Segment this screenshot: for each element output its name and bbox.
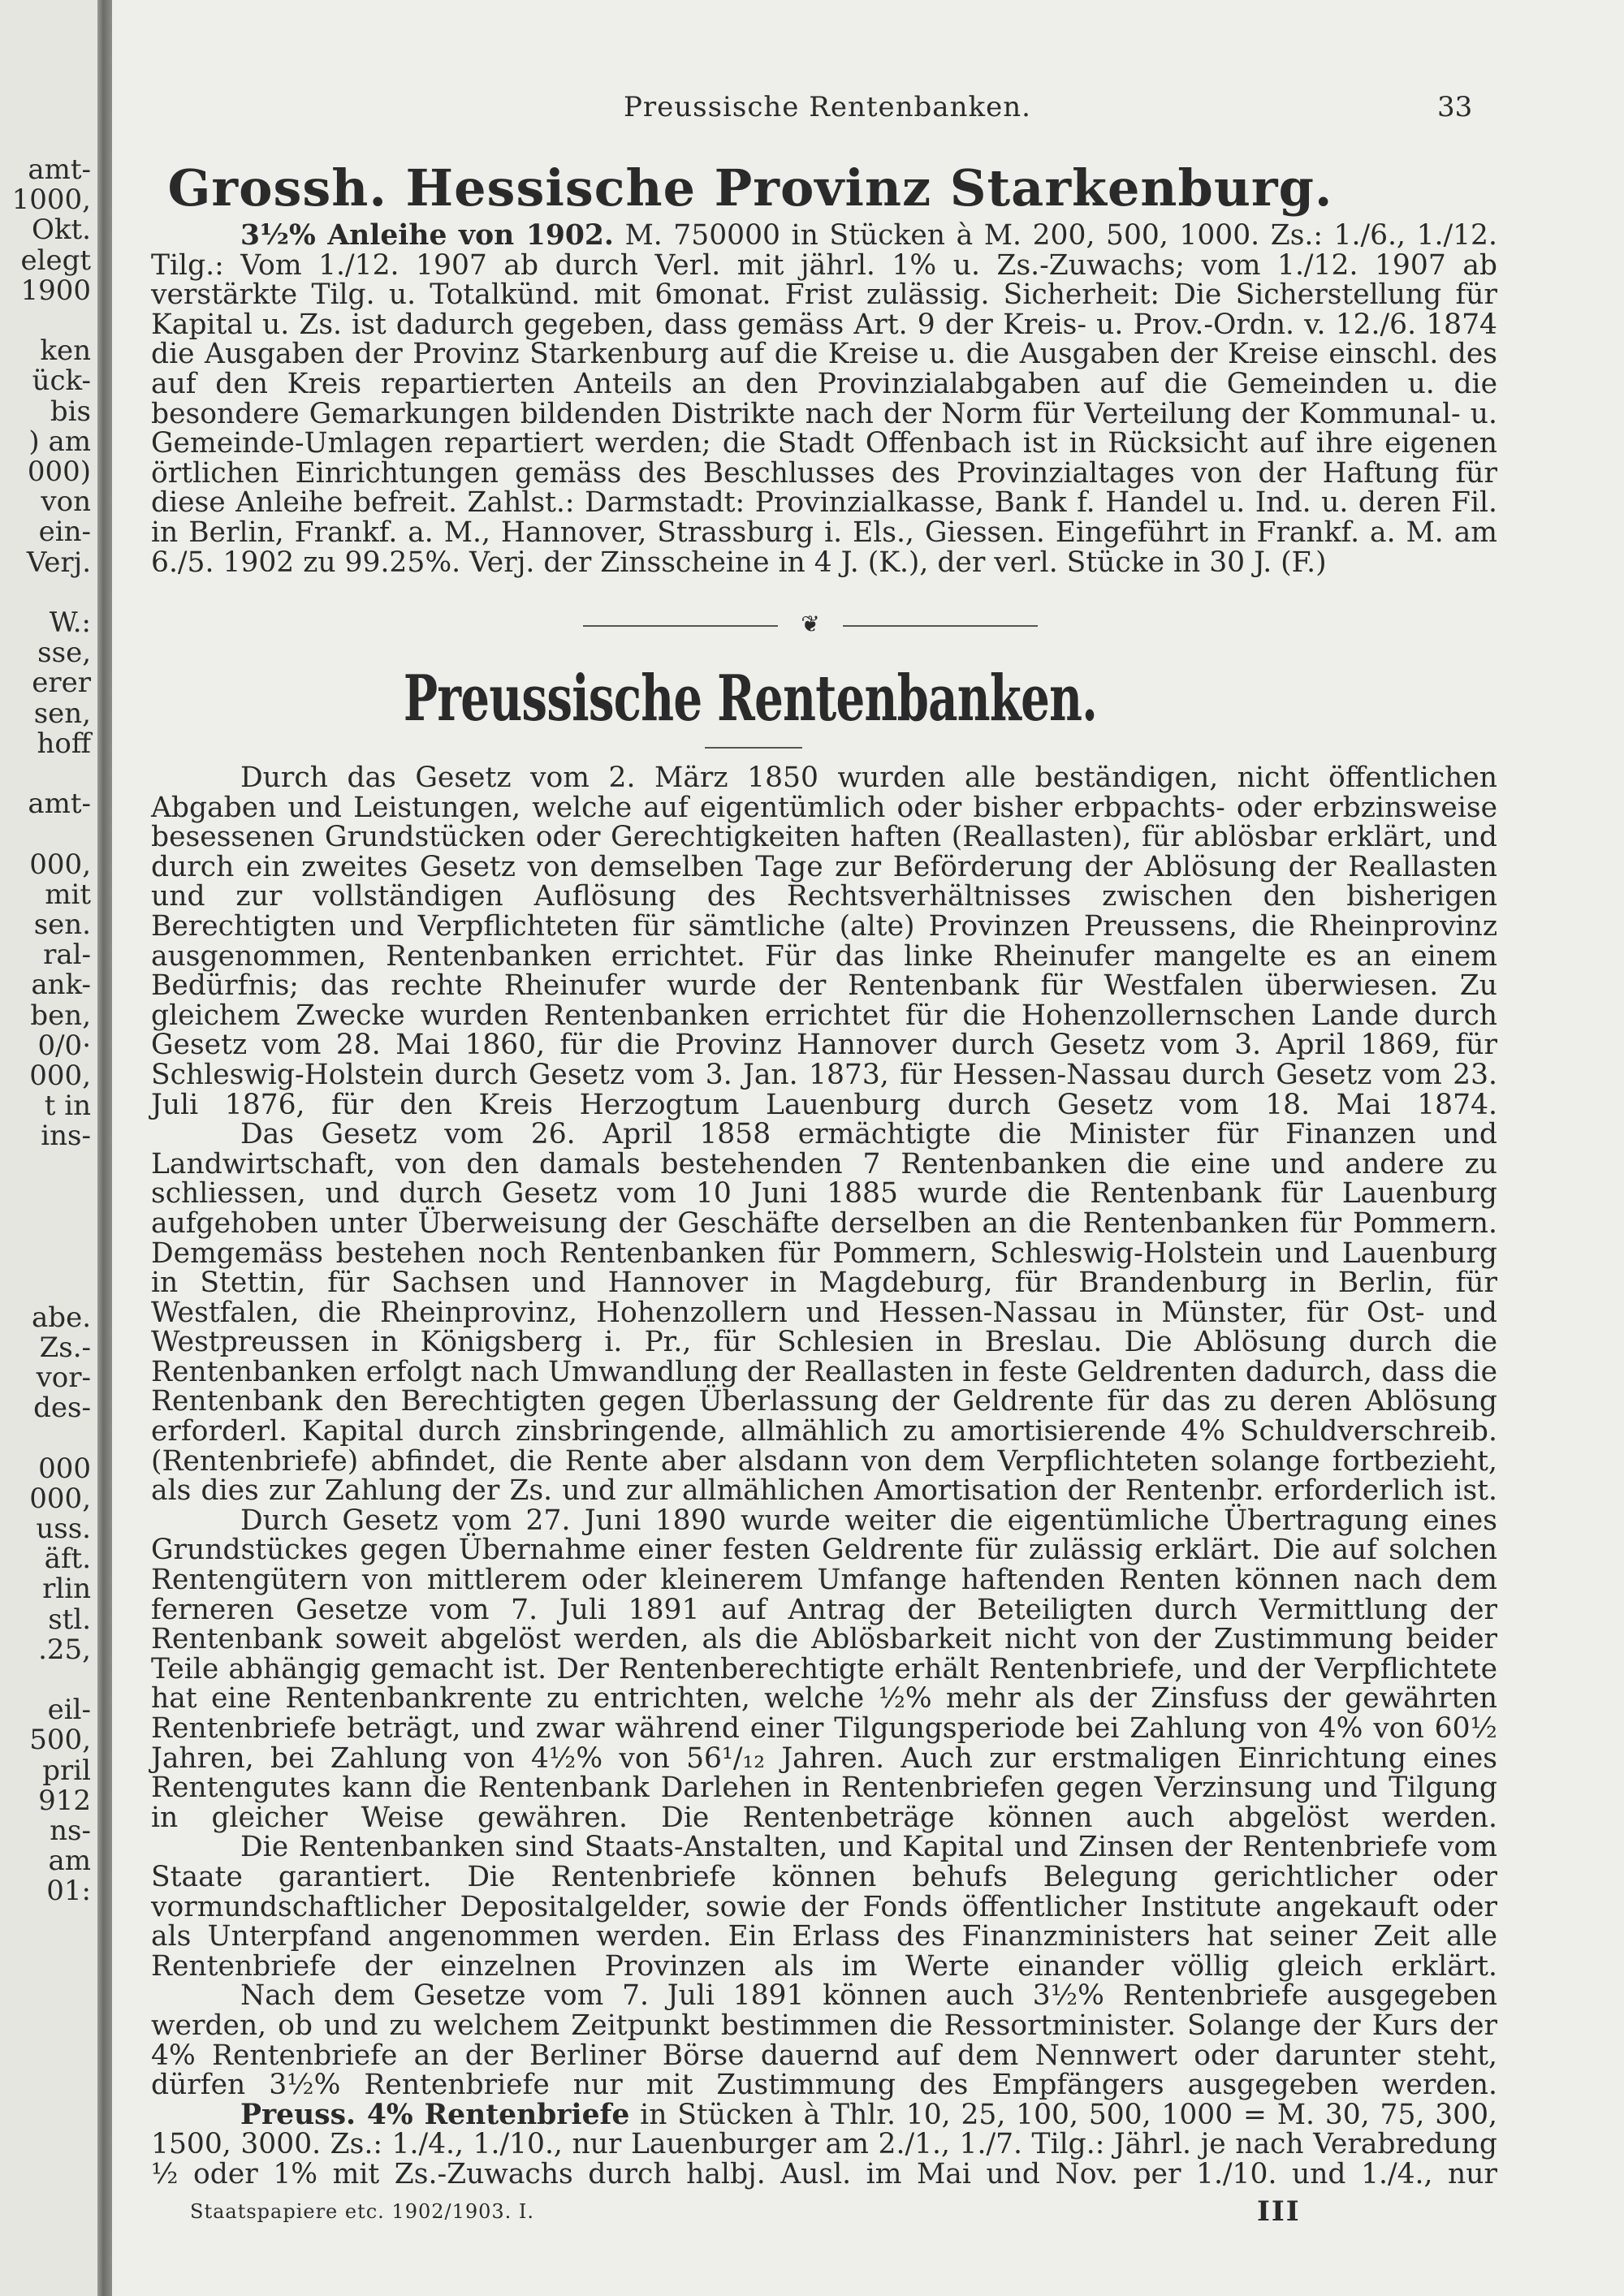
margin-fragment: ein- [38, 516, 91, 549]
page-number: 33 [1437, 91, 1473, 123]
margin-fragment: sse, [37, 637, 91, 670]
margin-fragment: sen, [33, 697, 91, 730]
margin-fragment: bis [50, 395, 91, 428]
margin-fragment: ral- [43, 939, 91, 972]
margin-fragment: 1900 [20, 274, 91, 307]
margin-fragment: des- [33, 1392, 91, 1425]
margin-fragment: 000, [29, 848, 91, 881]
margin-fragment: ück- [32, 365, 91, 398]
page [112, 0, 1624, 2296]
margin-fragment: sen. [33, 908, 91, 941]
margin-fragment: 0/0· [37, 1029, 91, 1062]
paragraph-4: Die Rentenbanken sind Staats-Anstalten, und Kapital und Zinsen der Rentenbriefe vom Staate garantiert. Die Rentenbriefe können behufs Belegung gerichtlicher oder vormundschaftlicher Depositalgelder, sowie der Fonds öffentlicher Institute angekauft oder als Unterpfand angenommen werden. Ein Erlass des Finanzministers hat seiner Zeit alle Rentenbriefe der einzelnen Provinzen als im Werte einander völlig gleich erklärt. [151, 1831, 1497, 1983]
margin-fragment: 000) [27, 455, 91, 488]
margin-fragment: ) am [28, 425, 91, 458]
margin-fragment: 500, [29, 1724, 91, 1757]
divider-ornament: ❦ [778, 611, 843, 638]
margin-fragment: Verj. [26, 546, 91, 579]
rentenbriefe-details: in Stücken à Thlr. 10, 25, 100, 500, 1000 = M. 30, 75, 300, 1500, 3000. Zs.: 1./4., 1./10., nur Lauenburger am 2./1., 1./7. Tilg.: Jährl. je nach Verabredung ½ oder 1% mit Zs.-Zuwachs durch halbj. Ausl. im Mai und Nov. per 1./10. und 1./4., nur [151, 2098, 1498, 2190]
rentenbriefe-title: Preuss. 4% Rentenbriefe [240, 2098, 630, 2131]
adjacent-page-margin [0, 0, 97, 2296]
footer-sheet-mark: III [1257, 2195, 1301, 2228]
margin-fragment: hoff [37, 727, 91, 760]
section-title: Grossh. Hessische Provinz Starkenburg. [167, 158, 1333, 218]
margin-fragment: Zs.- [39, 1331, 91, 1364]
margin-fragment: rlin [42, 1573, 91, 1606]
body-text [151, 763, 1497, 2190]
paragraph-3: Durch Gesetz vom 27. Juni 1890 wurde weiter die eigentümliche Übertragung eines Grundstückes gegen Übernahme einer festen Geldrente für zulässig erklärt. Die auf solchen Rentengütern von mittlerem oder kleinerem Umfange haftenden Renten können nach dem ferneren Gesetze vom 7. Juli 1891 auf Antrag der Beteiligten durch Vermittlung der Rentenbank soweit abgelöst werden, als die Ablösbarkeit nicht von der Zustimmung beider Teile abhängig gemacht ist. Der Rentenberechtigte erhält Rentenbriefe, und der Verpflichtete hat eine Rentenbankrente zu entrichten, welche ½% mehr als der Zinsfuss der gewährten Rentenbriefe beträgt, und zwar während einer Tilgungsperiode bei Zahlung von 4% von 60½ Jahren, bei Zahlung von 4½% von 56¹/₁₂ Jahren. Auch zur erstmaligen Einrichtung eines Rentengutes kann die Rentenbank Darlehen in Rentenbriefen gegen Verzinsung und Tilgung in gleicher Weise gewähren. Die Rentenbeträge können auch abgelöst werden. [151, 1504, 1497, 1834]
margin-fragment: ins- [41, 1120, 91, 1153]
margin-fragment: uss. [36, 1513, 91, 1545]
margin-fragment: Okt. [32, 214, 91, 247]
margin-fragment: stl. [48, 1603, 91, 1636]
paragraph-1: Durch das Gesetz vom 2. März 1850 wurden alle beständigen, nicht öffentlichen Abgaben und Leistungen, welche auf eigentümlich oder bisher erbpachts- oder erbzinsweise besessenen Grundstücken oder Gerechtigkeiten haften (Reallasten), für ablösbar erklärt, und durch ein zweites Gesetz von demselben Tage zur Beförderung der Ablösung der Reallasten und zur vollständigen Auflösung des Rechtsverhältnisses zwischen den bisherigen Berechtigten und Verpflichteten für sämtliche (alte) Provinzen Preussens, die Rheinprovinz ausgenommen, Rentenbanken errichtet. Für das linke Rheinufer mangelte es an einem Bedürfnis; das rechte Rheinufer wurde der Rentenbank für Westfalen überwiesen. Zu gleichem Zwecke wurden Rentenbanken errichtet für die Hohenzollernschen Lande durch Gesetz vom 28. Mai 1860, für die Provinz Hannover durch Gesetz vom 3. April 1869, für Schleswig-Holstein durch Gesetz vom 3. Jan. 1873, für Hessen-Nassau durch Gesetz vom 23. Juli 1876, für den Kreis Herzogtum Lauenburg durch Gesetz vom 18. Mai 1874. [151, 762, 1497, 1121]
margin-fragment: erer [32, 667, 91, 700]
paragraph-6 [151, 2100, 1497, 2190]
book-gutter [97, 0, 112, 2296]
margin-fragment: 000, [29, 1482, 91, 1515]
margin-fragment: ken [40, 334, 91, 368]
paragraph-5: Nach dem Gesetze vom 7. Juli 1891 können auch 3½% Rentenbriefe ausgegeben werden, ob und zu welchem Zeitpunkt bestimmen die Ressortminister. Solange der Kurs der 4% Rentenbriefe an der Berliner Börse dauernd auf dem Nennwert oder darunter steht, dürfen 3½% Rentenbriefe nur mit Zustimmung des Empfängers ausgegeben werden. [151, 1979, 1497, 2102]
margin-fragment: pril [42, 1754, 91, 1787]
margin-fragment: ben, [30, 999, 91, 1032]
margin-fragment: am [48, 1845, 91, 1878]
margin-fragment: von [41, 486, 91, 519]
margin-fragment: abe. [32, 1301, 91, 1334]
margin-fragment: ank- [31, 969, 91, 1002]
title-rule [705, 747, 802, 749]
paragraph-2: Das Gesetz vom 26. April 1858 ermächtigte die Minister für Finanzen und Landwirtschaft, von den damals bestehenden 7 Rentenbanken die eine und andere zu schliessen, und durch Gesetz vom 10 Juni 1885 wurde die Rentenbank für Lauenburg aufgehoben unter Überweisung der Geschäfte derselben an die Rentenbanken für Pommern. Demgemäss bestehen noch Rentenbanken für Pommern, Schleswig-Holstein und Lauenburg in Stettin, für Sachsen und Hannover in Magdeburg, für Brandenburg in Berlin, für Westfalen, die Rheinprovinz, Hohenzollern und Hessen-Nassau in Münster, für Ost- und Westpreussen in Königsberg i. Pr., für Schlesien in Breslau. Die Ablösung durch die Rentenbanken erfolgt nach Umwandlung der Reallasten in feste Geldrenten dadurch, dass die Rentenbank den Berechtigten gegen Überlassung der Geldrente für das zu deren Ablösung erforderl. Kapital durch zinsbringende, allmählich zu amortisierende 4% Schuldverschreib. (Rentenbriefe) abfindet, die Rente aber alsdann von dem Verpflichteten solange fortbezieht, als dies zur Zahlung der Zs. und zur allmählichen Amortisation der Rentenbr. erforderlich ist. [151, 1118, 1497, 1508]
margin-fragment: 912 [38, 1784, 91, 1817]
footer-signature: Staatspapiere etc. 1902/1903. I. [190, 2200, 535, 2223]
margin-fragment: mit [45, 878, 91, 911]
grossh-entry [151, 221, 1497, 577]
grossh-bond-title: 3½% Anleihe von 1902. [240, 219, 614, 252]
grossh-bond-details: M. 750000 in Stücken à M. 200, 500, 1000. Zs.: 1./6., 1./12. Tilg.: Vom 1./12. 1907 ab durch Verl. mit jährl. 1% u. Zs.-Zuwachs; vom 1./12. 1907 ab verstärkte Tilg. u. Totalkünd. mit 6monat. Frist zulässig. Sicherheit: Die Sicherstellung für Kapital u. Zs. ist dadurch gegeben, dass gemäss Art. 9 der Kreis- u. Prov.-Ordn. v. 12./6. 1874 die Ausgaben der Provinz Starkenburg auf die Kreise u. die Ausgaben der Kreise einschl. des auf den Kreis repartierten Anteils an den Provinzialabgaben auf die Gemeinden u. die besondere Gemarkungen bildenden Distrikte nach der Norm für Verteilung der Kommunal- u. Gemeinde-Umlagen repartiert werden; die Stadt Offenbach ist in Rücksicht auf ihre eigenen örtlichen Einrichtungen gemäss des Beschlusses des Provinzialtages von der Haftung für diese Anleihe befreit. Zahlst.: Darmstadt: Provinzialkasse, Bank f. Handel u. Ind. u. deren Fil. in Berlin, Frankf. a. M., Hannover, Strassburg i. Els., Giessen. Eingeführt in Frankf. a. M. am 6./5. 1902 zu 99.25%. Verj. der Zinsscheine in 4 J. (K.), der verl. Stücke in 30 J. (F.) [151, 219, 1497, 579]
margin-fragment: W.: [49, 606, 91, 639]
margin-fragment: 000 [38, 1452, 91, 1485]
margin-fragment: 1000, [11, 183, 91, 217]
margin-fragment: äft. [44, 1543, 91, 1576]
margin-fragment: .25, [38, 1633, 91, 1666]
margin-fragment: vor- [36, 1362, 91, 1394]
margin-fragment: ns- [50, 1815, 91, 1847]
main-title: Preussische Rentenbanken. [403, 662, 1098, 736]
margin-fragment: 01: [46, 1875, 91, 1908]
margin-fragment: amt- [28, 153, 91, 186]
margin-fragment: 000, [29, 1060, 91, 1092]
margin-fragment: eil- [47, 1694, 91, 1727]
margin-fragment: t in [44, 1090, 91, 1123]
running-head: Preussische Rentenbanken. [624, 91, 1031, 123]
margin-fragment: elegt [20, 244, 91, 277]
margin-fragment: amt- [28, 788, 91, 821]
grossh-paragraph [151, 221, 1497, 577]
